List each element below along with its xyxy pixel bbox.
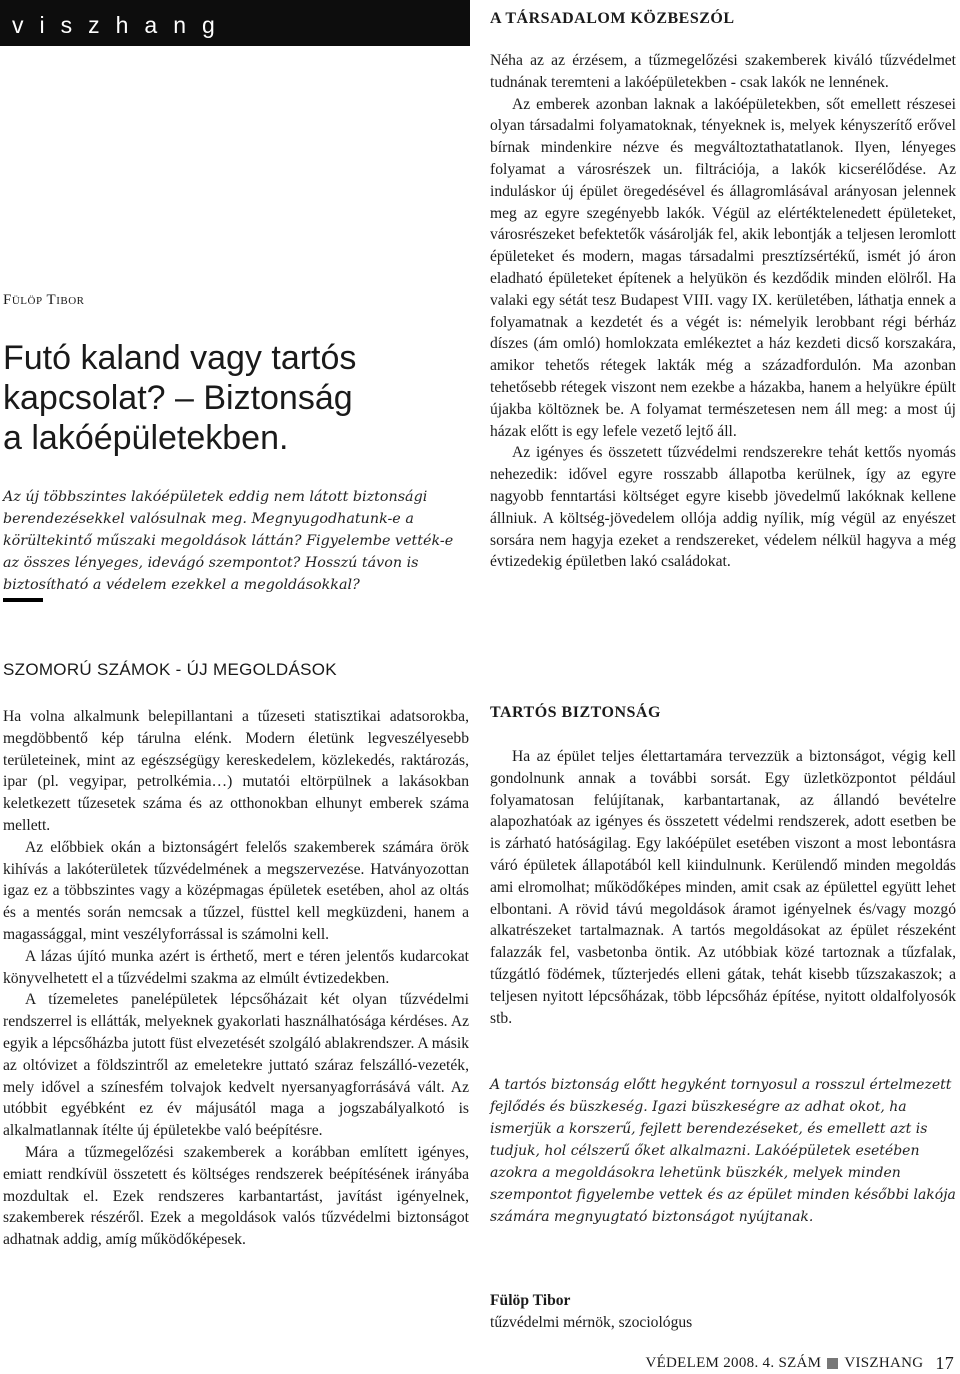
body-paragraph: Ha az épület teljes élettartamára tervezzük a biztonságot, végig kell gondolnunk annak a további sorsát. Egy üzletközpontot például folyamatosan felújítanak, karbantartanak, az állandó bevételre alapozhatóak az igényes és összetett védelmi rendszerek, adott esetben be is zárható hatóságilag. Egy lakóépület esetében viszont a most lebontásra váró épületek állapotából kell kiindulnunk. Kerülendő minden megoldás ami elromolhat; működőképes minden, amit csak az épülettel együtt lehet elbontani. A rövid távú megoldások áramot igényelnek és/vagy mozgó alkatrészeket tartalmaznak. A tartós megoldásokat az épület részeként falazzák fel, vasbetonba öntik. Az utóbbiak közé tartoznak a tűzfalak, tűzgátló födémek, tűzterjedés elleni gátak, tehát kisebb tűzszakaszok; a teljesen nyitott lépcsőházak, több lépcsőház építése, nyitott oldalfolyosók stb. (490, 748, 956, 1027)
body-paragraph: Ha volna alkalmunk belepillantani a tűzeseti statisztikai adatsorokba, megdöbbentő kép tárulna elénk. Modern életünk legveszélyesebb területeinek, mint az egészségügy kereskedelem, közlekedés, raktározás, ipar (pl. vegyipar, petrolkémia…) mutatói eltörpülnek a lakásokban keletkezett tűzesetek száma és az otthonokban elhunyt emberek száma mellett. (3, 708, 469, 834)
signature-name: Fülöp Tibor (490, 1292, 571, 1309)
signature (490, 1290, 956, 1334)
body-paragraph: A lázas újító munka azért is érthető, mert e téren jelentős kudarcokat könyvelhetett el a tűzvédelmi szakma az elmúlt évtizedekben. (3, 947, 469, 987)
body-paragraph: Néha az az érzésem, a tűzmegelőzési szakemberek kiváló tűzvédelmet tudnának teremteni a lakóépületekben - csak lakók ne lennének. (490, 52, 956, 91)
section-heading: A TÁRSADALOM KÖZBESZÓL (490, 10, 735, 27)
page-number: 17 (935, 1353, 954, 1373)
section-heading: TARTÓS BIZTONSÁG (490, 704, 661, 721)
right-mid-column (490, 746, 956, 1029)
pull-quote: A tartós biztonság előtt hegyként tornyosul a rosszul értelmezett fejlődés és büszkeség. Igazi büszkeségre az adhat okot, ha ismerjük a korszerű, fejlett berendezéseket, és emellett azt is tudjuk, hol célszerű őket alkalmazni. Lakóépületek esetében azokra a megoldásokra lehetünk büszkék, melyek minden szempontot figyelembe vettek és az épület minden későbbi lakója számára megnyugtató biztonságot nyújtanak. (490, 1077, 956, 1225)
footer-issue: VÉDELEM 2008. 4. SZÁM (645, 1355, 822, 1371)
body-paragraph: A tízemeletes panelépületek lépcsőházait két olyan tűzvédelmi rendszerrel is ellátták, melyeknek gyakorlati használhatósága kérdéses. Az egyik a lépcsőházba jutott füst elvezetését szolgáló ablakrendszer. A másik az oltóvizet a földszintről az emeletekre juttató száraz felszálló-vezeték, mely idővel a színesfém tolvajok kedvelt nyersanyagforrásává vált. Az utóbbit egyébként ez év májusától maga a jogszabályalkotó is alkalmatlannak ítélte új épületekbe való beépítésre. (3, 991, 469, 1140)
page-footer (645, 1353, 954, 1374)
article-title (3, 338, 463, 458)
body-paragraph: Az emberek azonban laknak a lakóépületekben, sőt emellett részesei olyan társadalmi folyamatoknak, tényeknek is, melyek kényszerítő erővel bírnak mindenkire nézve és megváltoztathatatlanok. Ilyen, lényeges folyamat a városrészek un. filtrációja, a lakók kicserélődése. Az induláskor új épület öregedésével és állagromlásával arányosan jelennek meg az egyre szegényebb lakók. Végül az elértéktelenedett épületeket, városrészeket befektetők vásárolják fel, akik lebontják a teljesen leromlott épületeket és modern, magas társadalmi presztízsértékű, ismét jó áron eladható épületeket építenek a helyükön és kezdődik minden elölről. Ha valaki egy sétát tesz Budapest VIII. vagy IX. kerületében, láthatja ennek a folyamatnak a kezdetét és a végét is: némelyik lerobbant régi bérház díszes (ám omló) homlokzata emlékeztet a ház kezdeti dicső korszakára, amikor tehetős rétegek lakták még a századfordulón. Ma azonban tehetősebb rétegek viszont nem ezekbe a házakba, hanem a helyükre épült újakba költöznek be. A folyamat természetesen nem áll meg: a most új házak előtt is egy lefele vezető lejtő áll. (490, 95, 956, 440)
body-paragraph: Mára a tűzmegelőzési szakemberek a korábban említett igényes, emiatt rendkívül összetett és költséges rendszerek beépítésének irányába mozdultak el. Ezek rendszeres karbantartást, javítást igényelnek, szakemberek részéről. Ezek a megoldások valós tűzvédelmi biztonságot adhatnak addig, amíg működőképesek. (3, 1143, 469, 1249)
left-column (3, 706, 469, 1251)
signature-role: tűzvédelmi mérnök, szociológus (490, 1314, 693, 1331)
author-name: Fülöp Tibor (3, 292, 85, 308)
title-line: a lakóépületekben. (3, 419, 289, 457)
rule-mark (3, 598, 43, 602)
right-top-column (490, 50, 956, 573)
lead-paragraph: Az új többszintes lakóépületek eddig nem látott biztonsági berendezésekkel valósulnak meg. Megnyugodhatunk-e a körültekintő műszaki megoldások láttán? Figyelembe vették-e az összes lényeges, idevágó szempontot? Hosszú távon is biztosítható a védelem ezekkel a megoldásokkal? (3, 489, 454, 593)
title-line: Futó kaland vagy tartós (3, 339, 357, 377)
body-paragraph: Az előbbiek okán a biztonságért felelős szakemberek számára örök kihívás a lakóterületek tűzvédelmének a megszervezése. Hatványozottan igaz ez a többszintes vagy a középmagas épületek esetében, ahol az oltás és a mentés során nemcsak a tűzzel, füsttel kell megküzdeni, hanem a magassággal, mint veszélyforrással is számolni kell. (3, 838, 469, 943)
section-heading: SZOMORÚ SZÁMOK - ÚJ MEGOLDÁSOK (3, 660, 337, 679)
square-icon (827, 1358, 838, 1369)
title-line: kapcsolat? – Biztonság (3, 379, 353, 417)
footer-section: VISZHANG (844, 1355, 924, 1371)
body-paragraph: Az igényes és összetett tűzvédelmi rendszerekre tehát kettős nyomás nehezedik: idővel egyre rosszabb állapotba kerülnek, így az egyre nagyobb fenntartási költséget egyre kisebb jövedelmű lakóknak kellene állniuk. A költség-jövedelem ollója addig nyílik, míg végül az enyészet sorsára nem hagyja ezeket a rendszereket, védelem nélkül hagyva a még évtizedekig épületben lakó családokat. (490, 444, 956, 571)
section-banner: viszhang (0, 0, 470, 46)
